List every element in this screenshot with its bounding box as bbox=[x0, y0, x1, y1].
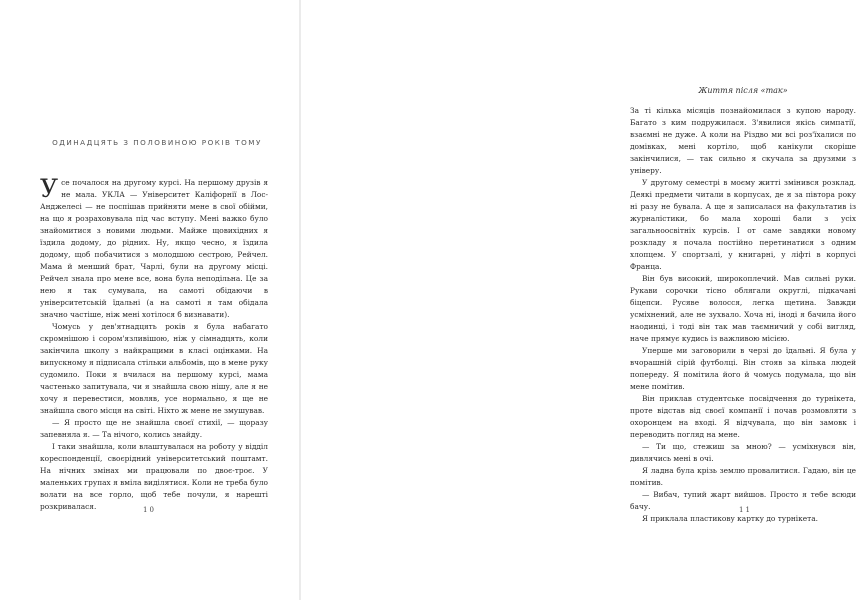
paragraph: І таки знайшла, коли влаштувалася на роботу у відділ кореспонденції, своєрідний університетський поштамт. На нічних змінах ми працювали по двоє-троє. У маленьких групах я вміла виділятися. Коли не треба було волати на все горло, щоб тебе почули, я нарешті розкривалася. bbox=[40, 442, 268, 511]
paragraph: — Ти що, стежиш за мною? — усміхнувся він, дивлячись мені в очі. bbox=[630, 442, 856, 463]
paragraph: — Я просто ще не знайшла своєї стихії, — щоразу запевняла я. — Та нічого, колись знайду. bbox=[40, 418, 268, 439]
paragraph-text: се почалося на другому курсі. На першому друзів я не мала. УКЛА — Університет Каліфорнії в Лос-Анджелесі — не поспішав прийняти мене в свої обійми, на що я розраховувала під час вступу. Мені важко було знайомитися з новими людьми. Майже щовихідних я їздила додому, до рідних. Ну, якщо чесно, я їздила додому, щоб побачитися з молодшою сестрою, Рейчел. Мама й менший брат, Чарлі, були на другому місці. Рейчел знала про мене все, вона була неподільна. Це за нею я так сумувала, на самоті обідаючи в університетській їдальні (а на самоті я там обідала значно частіше, ніж мені хотілося б визнавати). bbox=[40, 178, 268, 319]
paragraph bbox=[40, 174, 268, 321]
paragraph: Уперше ми заговорили в черзі до їдальні. Я була у вчорашній сірій футболці. Він стояв за кілька людей попереду. Я помітила його й чомусь подумала, що він мене помітив. bbox=[630, 346, 856, 391]
paragraph: Я приклала пластикову картку до турнікета. bbox=[642, 514, 818, 523]
paragraph: Чомусь у дев'ятнадцять років я була набагато скромнішою і сором'язливішою, ніж у сімнадцять, коли закінчила школу з найкращими в класі оцінками. На випускному я підписала стільки альбомів, що в мене руку судомило. Поки я вчилася на першому курсі, мама частенько запитувала, чи я знайшла свою нішу, але я не хочу я перевестися, мовляв, усе нормально, я ще не знайшла свого місця на світі. Ніхто ж мене не змушував. bbox=[40, 322, 268, 415]
paragraph: У другому семестрі в моєму житті змінився розклад. Деякі предмети читали в корпусах, де я за півтора року ні разу не бувала. А ще я записалася на факультатив із журналістики, бо мала хороші бали з усіх загальноосвітніх курсів. І от саме завдяки новому розкладу я почала постійно перетинатися з одним хлопцем. У спортзалі, у книгарні, у ліфті в корпусі Франца. bbox=[630, 178, 856, 271]
drop-cap: У bbox=[40, 174, 59, 203]
left-page-text bbox=[40, 174, 268, 513]
left-page bbox=[0, 0, 300, 600]
paragraph: Він був високий, широкоплечий. Мав сильні руки. Рукави сорочки тісно облягали округлі, підкачані біцепси. Русяве волосся, легка щетина. Завжди усміхнений, але не зухвало. Хоча ні, іноді я бачила його наодинці, і тоді він так мав таємничий у собі вигляд, наче прямує кудись із важливою місією. bbox=[630, 274, 856, 343]
chapter-heading: ОДИНАДЦЯТЬ З ПОЛОВИНОЮ РОКІВ ТОМУ bbox=[52, 138, 262, 147]
paragraph: Він приклав студентське посвідчення до турнікета, проте відстав від своєї компанії і почав розмовляти з охоронцем на вході. Я відчувала, що він замовк і переводить погляд на мене. bbox=[630, 394, 856, 439]
right-page bbox=[300, 0, 856, 600]
page-number-right: 11 bbox=[739, 506, 752, 514]
paragraph: Я ладна була крізь землю провалитися. Гадаю, він це помітив. bbox=[630, 466, 856, 487]
page-number-left: 10 bbox=[143, 506, 156, 514]
paragraph: — Вибач, тупий жарт вийшов. Просто я тебе всюди бачу. bbox=[630, 490, 856, 511]
running-head: Життя після «так» bbox=[698, 86, 788, 95]
right-page-text bbox=[630, 105, 856, 525]
paragraph: За ті кілька місяців познайомилася з купою народу. Багато з ким подружилася. З'явилися якісь симпатії, взаємні не дуже. А коли на Різдво ми всі роз'їхалися по домівках, мені кортіло, щоб канікули скоріше закінчилися, — так сильно я скучала за друзями з універу. bbox=[630, 106, 856, 175]
